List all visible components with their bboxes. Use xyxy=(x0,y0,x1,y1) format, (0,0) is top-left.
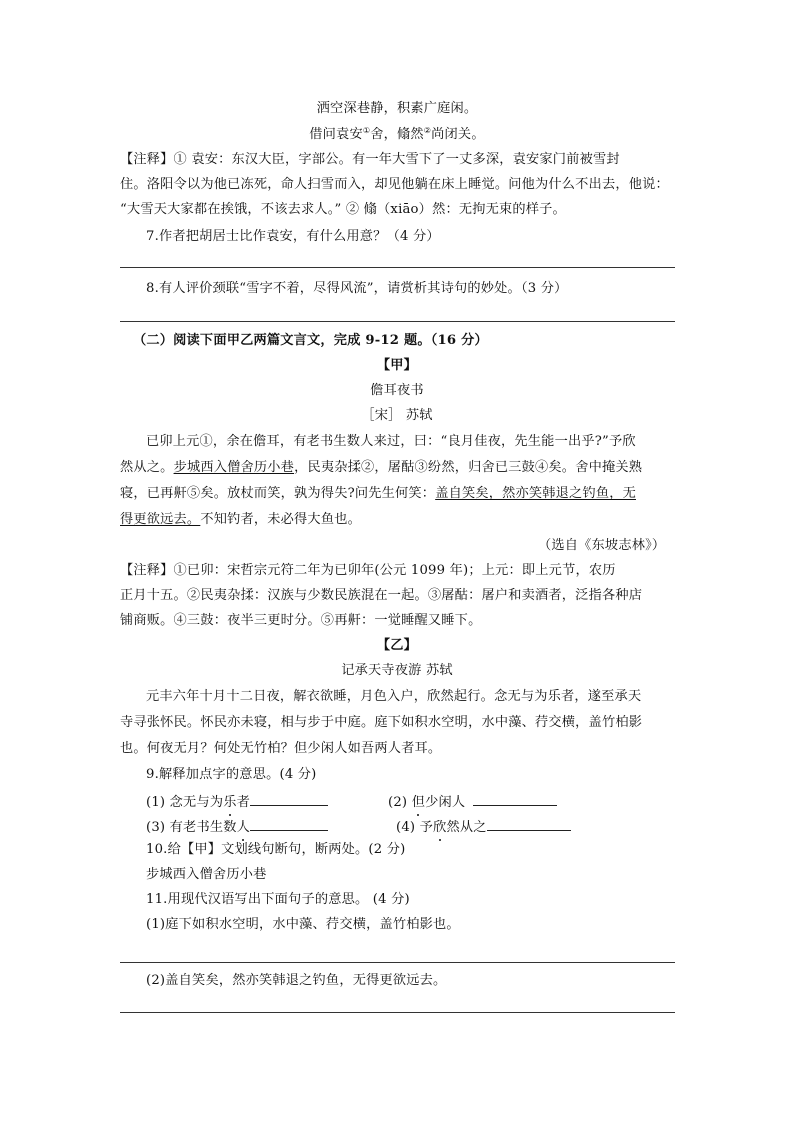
q9-item-4 xyxy=(396,816,571,837)
text-yi-line-3: 也。何夜无月？何处无竹柏？但少闲人如吾两人者耳。 xyxy=(120,741,442,756)
answer-line-q8[interactable] xyxy=(120,321,675,322)
poem-line-2-part-a: 借问袁安 xyxy=(309,127,363,142)
jia-note-line-2: 正月十五。②民夷杂揉：汉族与少数民族混在一起。③屠酤：屠户和卖酒者，泛指各种店 xyxy=(120,588,643,603)
text-yi-line-1: 元丰六年十月十二日夜，解衣欲睡，月色入户，欣然起行。念无与为乐者，遂至承天 xyxy=(146,689,642,704)
section-2-heading: （二）阅读下面甲乙两篇文言文，完成 9-12 题。（16 分） xyxy=(133,333,488,348)
answer-line-q7[interactable] xyxy=(120,267,675,268)
underlined-sentence-2-part-1: 盖自笑矣，然亦笑韩退之钓鱼，无 xyxy=(435,486,636,501)
question-7: 7.作者把胡居士比作袁安，有什么用意？（4 分） xyxy=(146,229,440,244)
footnote-marker-2: ② xyxy=(423,126,432,135)
underlined-sentence-2-part-2: 得更欲远去。 xyxy=(120,512,201,527)
q9-item-2-post: 少闲人 xyxy=(425,795,466,810)
answer-line-q11-2[interactable] xyxy=(120,1012,675,1013)
text-jia-source: （选自《东坡志林》） xyxy=(538,538,666,553)
text-jia-line-2 xyxy=(120,459,642,477)
text-jia-line-3-a: 寝，已再鼾⑤矣。放杖而笑，孰为得失?问先生何笑： xyxy=(120,486,436,501)
q9-item-3 xyxy=(146,816,328,837)
q9-blank-1[interactable] xyxy=(250,791,328,806)
text-yi-title: 记承天寺夜游 苏轼 xyxy=(341,663,453,678)
question-10: 10.给【甲】文划线句断句，断两处。(2 分) xyxy=(146,842,406,857)
text-yi-line-2: 寺寻张怀民。怀民亦未寝，相与步于中庭。庭下如积水空明，水中藻、荇交横，盖竹柏影 xyxy=(120,715,643,730)
dotted-char-4: 欣 xyxy=(433,820,447,835)
q11-sentence-2: (2)盖自笑矣，然亦笑韩退之钓鱼，无得更欲远去。 xyxy=(146,973,447,988)
text-jia-tag: 【甲】 xyxy=(376,358,418,373)
dotted-char-3: 人 xyxy=(236,820,250,835)
text-jia-line-2-a: 然从之。 xyxy=(120,460,174,475)
q10-sentence: 步城西入僧舍历小巷 xyxy=(146,867,267,882)
poem-line-1: 洒空深巷静，积素广庭闲。 xyxy=(316,101,478,116)
dotted-char-2: 但 xyxy=(411,795,426,810)
question-9: 9.解释加点字的意思。(4 分) xyxy=(146,767,317,782)
q9-item-1-pre: (1) 念无与为 xyxy=(146,795,224,810)
q9-blank-2[interactable] xyxy=(473,791,557,806)
q9-item-1 xyxy=(146,791,328,812)
q9-item-3-pre: (3) 有老书生数 xyxy=(146,820,237,835)
underlined-sentence-1: 步城西入僧舍历小巷 xyxy=(173,460,295,475)
dotted-char-1: 乐 xyxy=(223,795,237,810)
jia-note-line-3: 铺商贩。④三鼓：夜半三更时分。⑤再鼾：一觉睡醒又睡下。 xyxy=(120,613,482,628)
footnote-marker-1: ① xyxy=(362,126,371,135)
poem-note-line-1: 【注释】① 袁安：东汉大臣，字部公。有一年大雪下了一丈多深，袁安家门前被雪封 xyxy=(120,152,620,167)
text-jia-line-3 xyxy=(120,485,636,503)
q9-item-1-post: 者 xyxy=(236,795,251,810)
q9-blank-4[interactable] xyxy=(487,816,571,831)
poem-note-line-2: 住。洛阳令以为他已冻死，命人扫雪而入，却见他躺在床上睡觉。问他为什么不出去，他说： xyxy=(120,177,669,192)
poem-line-2 xyxy=(0,126,794,144)
poem-line-2-part-b: 舍，翛然 xyxy=(370,127,424,142)
text-jia-author: ［宋］ 苏轼 xyxy=(361,408,433,423)
q9-item-4-pre: (4) 予 xyxy=(396,820,434,835)
text-jia-title: 儋耳夜书 xyxy=(370,383,424,398)
text-jia-line-4-b: 不知钓者，未必得大鱼也。 xyxy=(200,512,361,527)
answer-line-q11-1[interactable] xyxy=(120,962,675,963)
text-jia-line-4 xyxy=(120,511,361,529)
question-11: 11.用现代汉语写出下面句子的意思。 (4 分) xyxy=(146,892,410,907)
q9-item-4-post: 然从之 xyxy=(446,820,487,835)
question-8: 8.有人评价颈联“雪字不着，尽得风流”，请赏析其诗句的妙处。（3 分） xyxy=(146,281,568,296)
q11-sentence-1: (1)庭下如积水空明，水中藻、荇交横，盖竹柏影也。 xyxy=(146,917,460,932)
q9-item-2-pre: (2) xyxy=(388,795,412,810)
text-jia-line-2-b: ，民夷杂揉②，屠酤③纷然，归舍已三鼓④矣。舍中掩关熟 xyxy=(294,460,643,475)
q9-item-2 xyxy=(388,791,557,812)
q9-blank-3[interactable] xyxy=(250,816,328,831)
jia-note-line-1: 【注释】①已卯：宋哲宗元符二年为已卯年(公元 1099 年)；上元：即上元节，农历 xyxy=(120,563,616,578)
text-jia-line-1: 已卯上元①，余在儋耳，有老书生数人来过，曰：“良月佳夜，先生能一出乎?”予欣 xyxy=(146,434,636,449)
text-yi-tag: 【乙】 xyxy=(376,638,418,653)
poem-line-2-part-c: 尚闭关。 xyxy=(431,127,485,142)
poem-note-line-3: “大雪天大家都在挨饿，不该去求人。” ② 翛（xiāo）然：无拘无束的样子。 xyxy=(120,202,566,217)
